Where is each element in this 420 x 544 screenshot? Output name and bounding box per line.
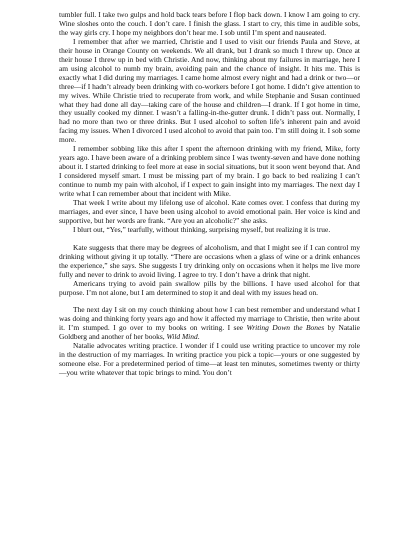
- paragraph-drinking-in-marriage: I remember that after we married, Christie and I used to visit our friends Paula and Steve, at their house in Orange County on weekends. We all drank, but I drank so much I threw up. Once at their house I threw up in bed with Christie. And now, thinking about my failures in marriage, here I am using alcohol to numb my brain, avoiding pain and the chance of insight. It hits me. This is exactly what I did during my marriages. I came home almost every night and had a drink or two—or three—if I hadn’t already been drinking with co-workers before I got home. I didn’t give attention to my wives. While Christie tried to recuperate from work, and while Stephanie and Susan continued what they had done all day—taking care of the house and children—I drank. If I got home in time, they usually cooked my dinner. I wasn’t a falling-in-the-gutter drunk. I didn’t pass out. Normally, I had no more than two or three drinks. But I used alcohol to soften life’s inherent pain and avoid facing my issues. When I divorced I used alcohol to avoid that pain too. I’m still doing it. I sob some more.: [59, 36, 360, 145]
- paragraph-memory-of-mike: I remember sobbing like this after I spent the afternoon drinking with my friend, Mike, forty years ago. I have been aware of a drinking problem since I was twenty-seven and have done nothing about it. I started drinking to feel more at ease in social situations, but it soon went beyond that. And I considered myself smart. I must be missing part of my brain. I go back to bed realizing I can’t continue to numb my pain with alcohol, if I expect to gain insight into my marriages. The next day I write what I can remember about that incident with Mike.: [59, 144, 360, 199]
- paragraph-continuation: tumbler full. I take two gulps and hold back tears before I flop back down. I know I am going to cry. Wine sloshes onto the couch. I don’t care. I finish the glass. I start to cry, this time in audible sobs, the way girls cry. I hope my neighbors don’t hear me. I sob until I’m spent and nauseated.: [59, 10, 360, 37]
- body-text: [59, 11, 360, 378]
- book-title-writing-down-the-bones: Writing Down the Bones: [246, 323, 325, 333]
- paragraph-kate-suggestion: Kate suggests that there may be degrees of alcoholism, and that I might see if I can control my drinking without giving it up totally. “There are occasions when a glass of wine or a drink enhances the experience,” she says. She suggests I try drinking only on occasions when it helps me live more fully and never to drink to avoid living. I agree to try. I don’t have a drink that night.: [59, 242, 360, 279]
- paragraph-americans-pills: Americans trying to avoid pain swallow pills by the billions. I have used alcohol for that purpose. I’m not alone, but I am determined to stop it and deal with my issues head on.: [59, 278, 360, 297]
- paragraph-kate-visit: That week I write about my lifelong use of alcohol. Kate comes over. I confess that during my marriages, and ever since, I have been using alcohol to avoid emotional pain. Her voice is kind and supportive, but her words are frank. “Are you an alcoholic?” she asks.: [59, 198, 360, 225]
- book-title-wild-mind: Wild Mind: [166, 332, 198, 342]
- paragraph-admission: I blurt out, “Yes,” tearfully, without thinking, surprising myself, but realizing it is true.: [73, 224, 331, 234]
- paragraph-writing-practice: Natalie advocates writing practice. I wonder if I could use writing practice to uncover my role in the destruction of my marriages. In writing practice you pick a topic—yours or one suggested by someone else. For a predetermined period of time—at least ten minutes, sometimes twenty or thirty—you write whatever that topic brings to mind. You don’t: [59, 341, 360, 378]
- paragraph-next-day: The next day I sit on my couch thinking about how I can best remember and understand what I was doing and thinking forty years ago and how it affected my marriage to Christie, then write about it. I’m stumped. I go over to my books on writing. I see Writing Down the Bones by Natalie Goldberg and another of her books, Wild Mind.: [59, 305, 360, 342]
